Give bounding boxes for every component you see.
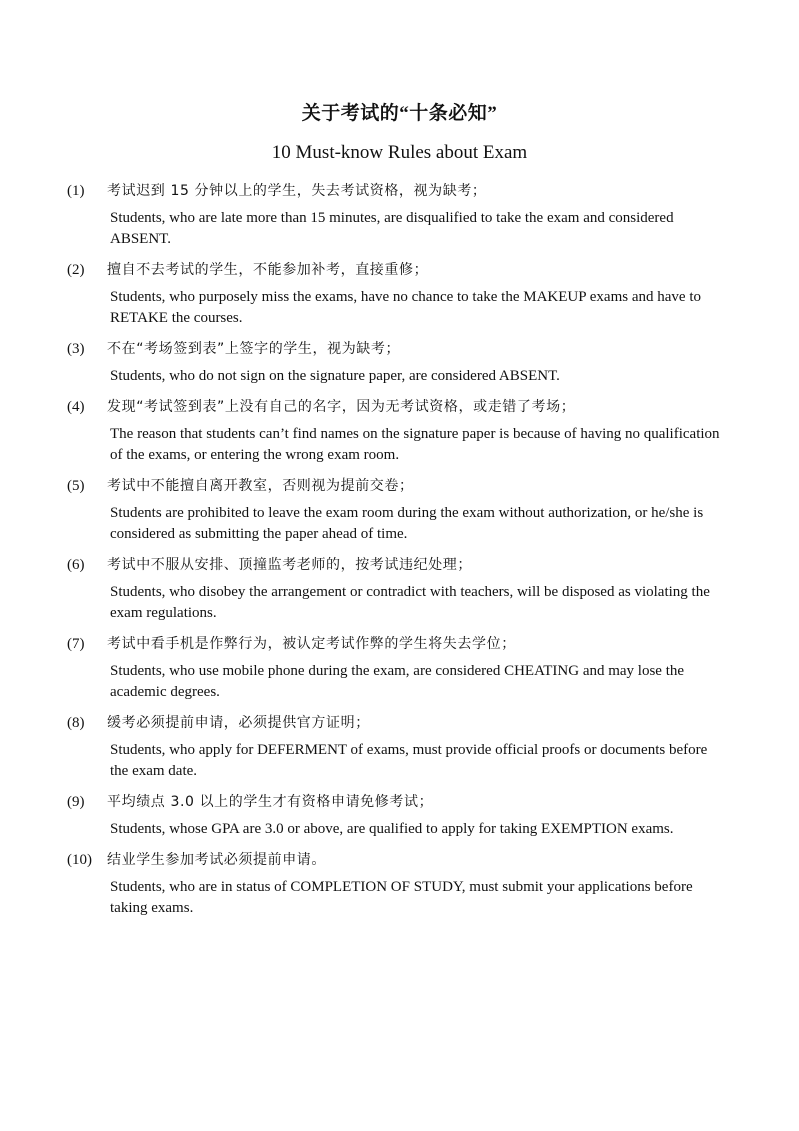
rule-text-english: Students, who do not sign on the signature paper, are considered ABSENT. <box>110 368 560 384</box>
rule-item <box>0 712 799 782</box>
rule-text-chinese: 考试中不能擅自离开教室，否则视为提前交卷； <box>107 478 414 494</box>
rule-item <box>0 259 799 329</box>
rule-item <box>0 633 799 703</box>
rule-text-english: Students are prohibited to leave the exam room during the exam without authorization, or he/she is considered as submitting the paper ahead of time. <box>110 505 704 542</box>
rule-text-chinese: 考试迟到 15 分钟以上的学生，失去考试资格，视为缺考； <box>107 183 487 199</box>
rule-item <box>0 338 799 387</box>
rule-number: (2) <box>67 262 85 278</box>
rule-text-english: Students, who use mobile phone during the exam, are considered CHEATING and may lose the academic degrees. <box>110 663 685 700</box>
rules-list <box>0 180 799 928</box>
rule-number: (4) <box>67 399 85 415</box>
rule-text-chinese: 缓考必须提前申请，必须提供官方证明； <box>107 715 370 731</box>
rule-item <box>0 791 799 840</box>
rule-number: (9) <box>67 794 85 810</box>
rule-number: (5) <box>67 478 85 494</box>
rule-number: (6) <box>67 557 85 573</box>
rule-text-chinese: 考试中不服从安排、顶撞监考老师的，按考试违纪处理； <box>107 557 472 573</box>
rule-number: (1) <box>67 183 85 199</box>
rule-text-english: Students, who apply for DEFERMENT of exams, must provide official proofs or documents before the exam date. <box>110 742 708 779</box>
rule-text-english: Students, who disobey the arrangement or contradict with teachers, will be disposed as violating the exam regulations. <box>110 584 710 621</box>
rule-text-chinese: 擅自不去考试的学生，不能参加补考，直接重修； <box>107 262 429 278</box>
rule-text-chinese: 考试中看手机是作弊行为，被认定考试作弊的学生将失去学位； <box>107 636 516 652</box>
rule-item <box>0 475 799 545</box>
rule-number: (3) <box>67 341 85 357</box>
rule-text-english: Students, who purposely miss the exams, have no chance to take the MAKEUP exams and have to RETAKE the courses. <box>110 289 701 326</box>
rule-text-english: Students, whose GPA are 3.0 or above, are qualified to apply for taking EXEMPTION exams. <box>110 821 674 837</box>
title-english: 10 Must-know Rules about Exam <box>271 142 528 163</box>
rule-text-english: Students, who are in status of COMPLETION OF STUDY, must submit your applications before taking exams. <box>110 879 693 916</box>
rule-item <box>0 396 799 466</box>
rule-item <box>0 849 799 919</box>
rule-text-chinese: 发现“考试签到表”上没有自己的名字，因为无考试资格，或走错了考场； <box>107 399 576 415</box>
rule-item <box>0 554 799 624</box>
title-chinese: 关于考试的“十条必知” <box>301 103 498 124</box>
rule-text-chinese: 平均绩点 3.0 以上的学生才有资格申请免修考试； <box>107 794 434 810</box>
rule-text-english: Students, who are late more than 15 minutes, are disqualified to take the exam and considered ABSENT. <box>110 210 674 247</box>
rule-item <box>0 180 799 250</box>
rule-text-chinese: 不在“考场签到表”上签字的学生，视为缺考； <box>107 341 401 357</box>
rule-number: (10) <box>67 852 92 868</box>
rule-text-chinese: 结业学生参加考试必须提前申请。 <box>107 852 326 868</box>
rule-text-english: The reason that students can’t find names on the signature paper is because of having no qualification of the exams, or entering the wrong exam room. <box>110 426 720 463</box>
rule-number: (7) <box>67 636 85 652</box>
rule-number: (8) <box>67 715 85 731</box>
